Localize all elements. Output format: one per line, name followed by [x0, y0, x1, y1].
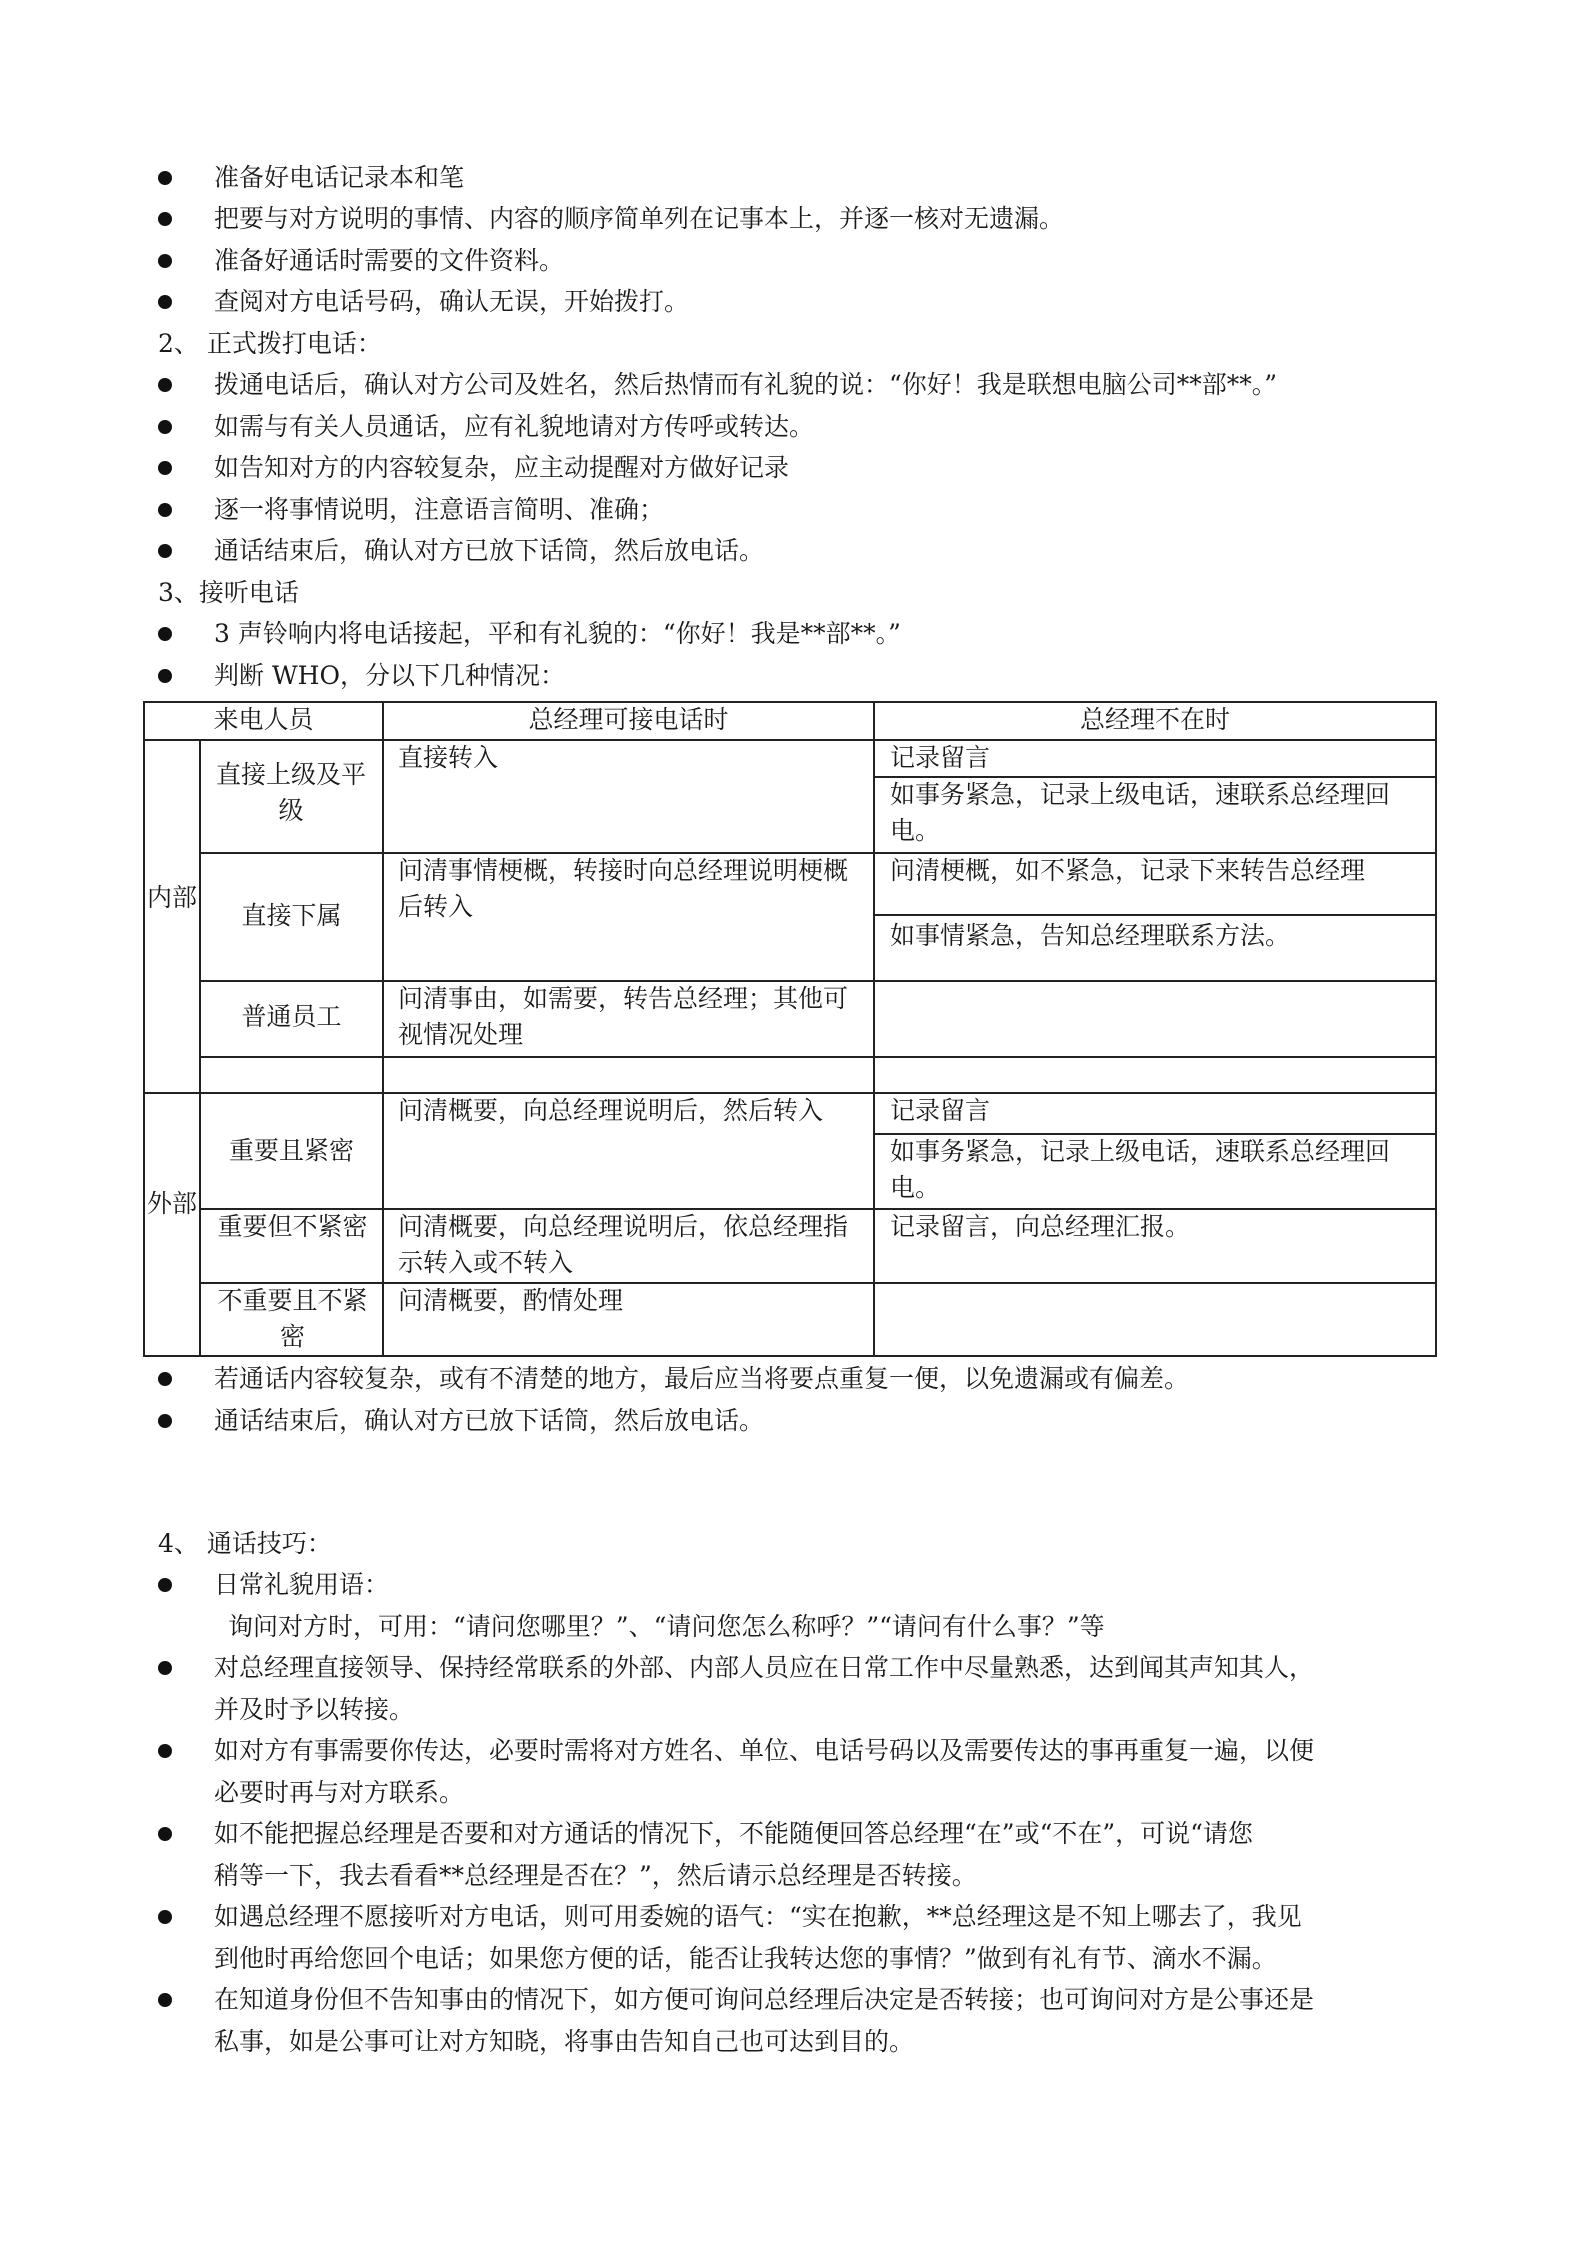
group-label-internal: 内部	[146, 883, 197, 912]
bullet-icon	[158, 544, 172, 558]
table-border	[143, 1355, 1437, 1357]
bullet-icon	[158, 1372, 172, 1386]
table-border	[873, 914, 1437, 916]
caller-type: 重要但不紧密	[217, 1212, 368, 1241]
list-item: 查阅对方电话号码，确认无误，开始拨打。	[0, 282, 1594, 322]
bullet-icon	[158, 420, 172, 434]
table-border	[143, 1092, 1437, 1094]
table-border	[199, 1056, 1437, 1058]
list-item: 在知道身份但不告知事由的情况下，如方便可询问总经理后决定是否转接；也可询问对方是公事还是	[0, 1980, 1594, 2020]
absent-action: 记录留言	[890, 1096, 991, 1125]
list-item: 把要与对方说明的事情、内容的顺序简单列在记事本上，并逐一核对无遗漏。	[0, 199, 1594, 239]
bullet-icon	[158, 1661, 172, 1675]
caller-type: 直接下属	[241, 901, 342, 930]
absent-action: 如事务紧急，记录上级电话，速联系总经理回电。	[890, 780, 1391, 845]
bullet-icon	[158, 1744, 172, 1758]
bullet-icon	[158, 1578, 172, 1592]
section-heading: 2、 正式拨打电话：	[158, 329, 382, 358]
table-border	[199, 852, 1437, 854]
table-border	[199, 1208, 1437, 1210]
table-header: 总经理可接电话时	[528, 705, 729, 734]
list-item-continuation: 稍等一下，我去看看**总经理是否在？”，然后请示总经理是否转接。	[214, 1861, 977, 1890]
table-border	[199, 1282, 1437, 1284]
list-item: 通话结束后，确认对方已放下话筒，然后放电话。	[0, 531, 1594, 571]
section-heading: 4、 通话技巧：	[158, 1529, 332, 1558]
available-action: 问清概要，向总经理说明后，依总经理指示转入或不转入	[398, 1212, 849, 1277]
list-item: 若通话内容较复杂，或有不清楚的地方，最后应当将要点重复一便，以免遗漏或有偏差。	[0, 1359, 1594, 1399]
bullet-icon	[158, 503, 172, 517]
list-item-continuation: 并及时予以转接。	[214, 1695, 415, 1724]
list-item: 通话结束后，确认对方已放下话筒，然后放电话。	[0, 1401, 1594, 1441]
bullet-icon	[158, 1910, 172, 1924]
available-action: 问清事情梗概，转接时向总经理说明梗概后转入	[398, 856, 849, 921]
list-item: 判断 WHO，分以下几种情况：	[0, 656, 1594, 696]
bullet-icon	[158, 1414, 172, 1428]
bullet-icon	[158, 254, 172, 268]
list-item: 如需与有关人员通话，应有礼貌地请对方传呼或转达。	[0, 407, 1594, 447]
list-item: 如不能把握总经理是否要和对方通话的情况下，不能随便回答总经理“在”或“不在”，可说“请您	[0, 1814, 1594, 1854]
bullet-icon	[158, 295, 172, 309]
table-border	[143, 739, 1437, 741]
list-item: 拨通电话后，确认对方公司及姓名，然后热情而有礼貌的说：“你好！我是联想电脑公司**部**。”	[0, 365, 1594, 405]
list-item-continuation: 私事，如是公事可让对方知晓，将事由告知自己也可达到目的。	[214, 2027, 915, 2056]
caller-type: 普通员工	[241, 1002, 342, 1031]
available-action: 问清概要，酌情处理	[398, 1286, 624, 1315]
absent-action: 记录留言，向总经理汇报。	[890, 1212, 1191, 1241]
list-item: 如告知对方的内容较复杂，应主动提醒对方做好记录	[0, 448, 1594, 488]
table-border	[199, 739, 201, 1357]
absent-action: 记录留言	[890, 743, 991, 772]
list-item: 准备好通话时需要的文件资料。	[0, 241, 1594, 281]
caller-type: 直接上级及平级	[215, 760, 366, 825]
list-item: 准备好电话记录本和笔	[0, 158, 1594, 198]
bullet-icon	[158, 627, 172, 641]
list-item: 3 声铃响内将电话接起，平和有礼貌的：“你好！我是**部**。”	[0, 614, 1594, 654]
list-item-sub: 询问对方时，可用：“请问您哪里？”、“请问您怎么称呼？”“请问有什么事？”等	[228, 1612, 1105, 1641]
bullet-icon	[158, 378, 172, 392]
list-item: 逐一将事情说明，注意语言简明、准确；	[0, 490, 1594, 530]
absent-action: 如事务紧急，记录上级电话，速联系总经理回电。	[890, 1137, 1391, 1202]
list-item: 如对方有事需要你传达，必要时需将对方姓名、单位、电话号码以及需要传达的事再重复一遍，以便	[0, 1731, 1594, 1771]
table-header: 总经理不在时	[1079, 705, 1230, 734]
table-border	[1435, 701, 1437, 1357]
list-item-continuation: 必要时再与对方联系。	[214, 1778, 465, 1807]
list-item-continuation: 到他时再给您回个电话；如果您方便的话，能否让我转达您的事情？”做到有礼有节、滴水不漏。	[214, 1944, 1277, 1973]
bullet-icon	[158, 212, 172, 226]
table-border	[143, 701, 145, 1357]
table-border	[873, 776, 1437, 778]
bullet-icon	[158, 1827, 172, 1841]
bullet-icon	[158, 669, 172, 683]
table-header: 来电人员	[213, 705, 314, 734]
table-border	[199, 980, 1437, 982]
list-item: 对总经理直接领导、保持经常联系的外部、内部人员应在日常工作中尽量熟悉，达到闻其声知其人，	[0, 1648, 1594, 1688]
list-item: 日常礼貌用语：	[0, 1565, 1594, 1605]
table-border	[143, 701, 1437, 703]
bullet-icon	[158, 461, 172, 475]
bullet-icon	[158, 171, 172, 185]
caller-type: 不重要且不紧密	[217, 1286, 368, 1351]
available-action: 问清事由，如需要，转告总经理；其他可视情况处理	[398, 984, 849, 1049]
group-label-external: 外部	[146, 1189, 197, 1218]
absent-action: 问清梗概，如不紧急，记录下来转告总经理	[890, 856, 1366, 885]
bullet-icon	[158, 1993, 172, 2007]
table-border	[382, 701, 384, 1357]
caller-type: 重要且紧密	[228, 1136, 354, 1165]
absent-action: 如事情紧急，告知总经理联系方法。	[890, 921, 1291, 950]
table-border	[873, 701, 875, 1357]
available-action: 问清概要，向总经理说明后，然后转入	[398, 1096, 824, 1125]
available-action: 直接转入	[398, 743, 499, 772]
table-border	[873, 1133, 1437, 1135]
list-item: 如遇总经理不愿接听对方电话，则可用委婉的语气：“实在抱歉，**总经理这是不知上哪去了，我见	[0, 1897, 1594, 1937]
section-heading: 3、接听电话	[158, 578, 299, 607]
